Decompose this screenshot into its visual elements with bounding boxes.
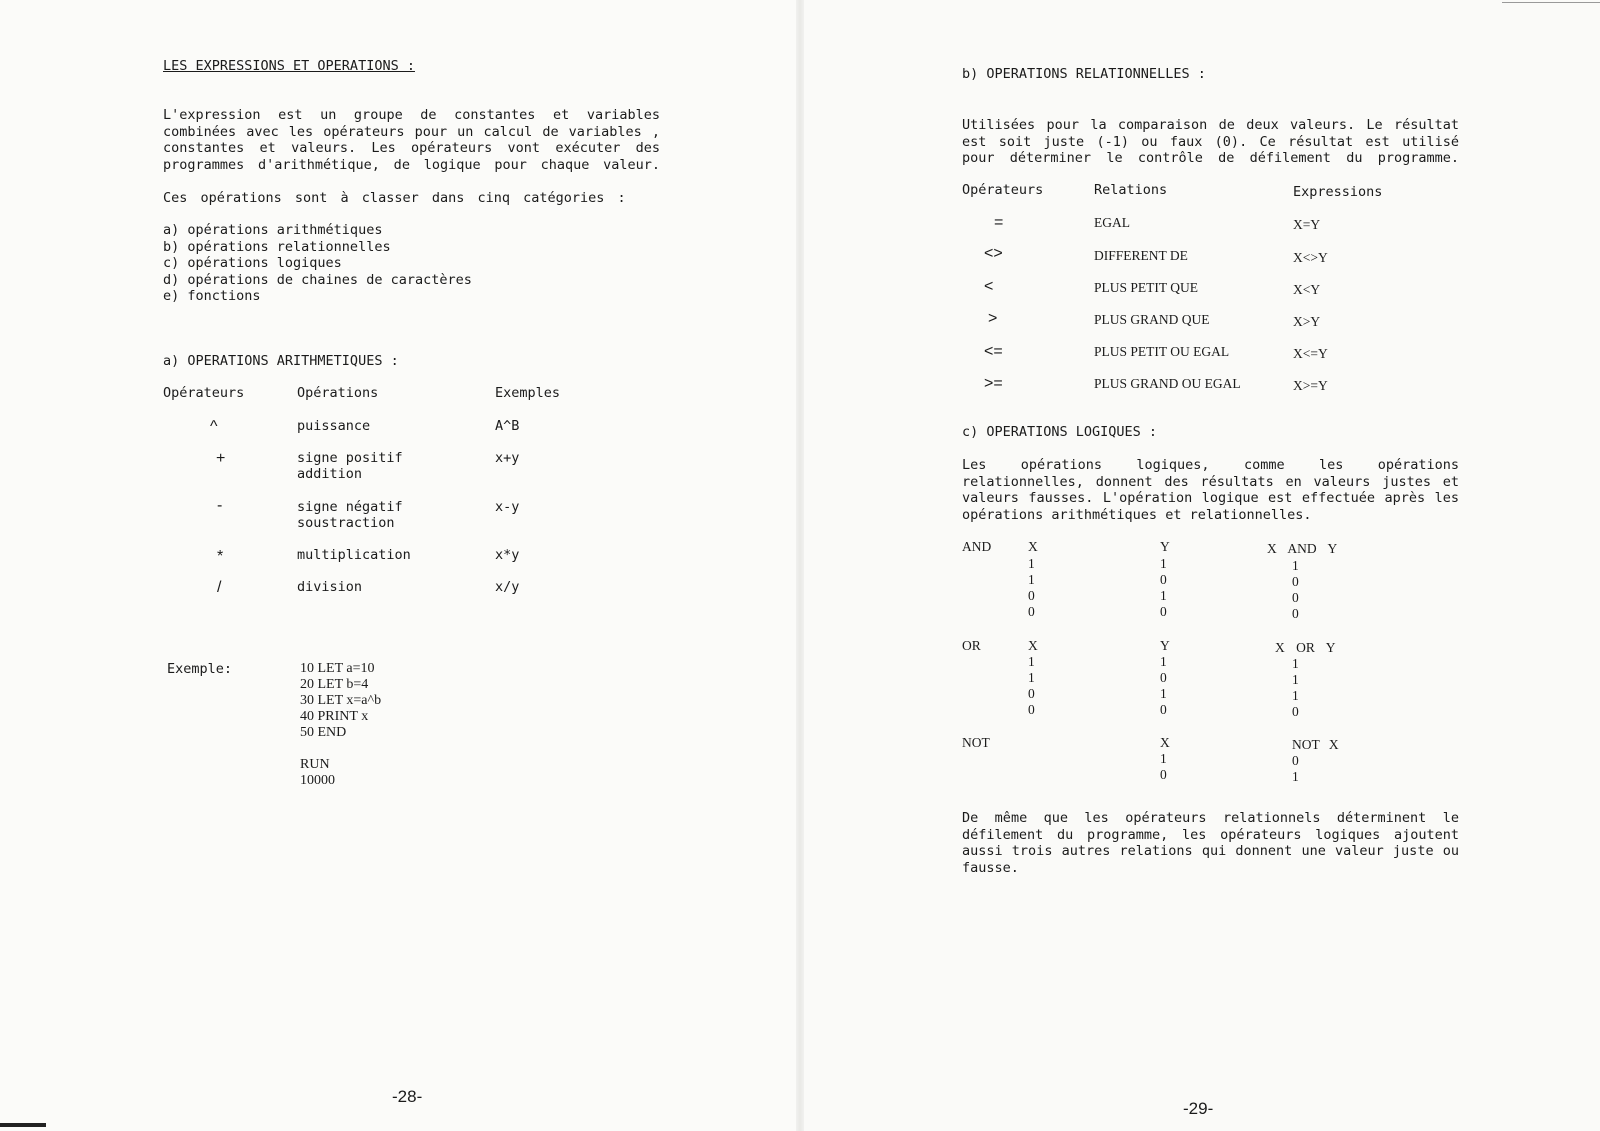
rel-expression: X<>Y: [1293, 250, 1328, 265]
code-line: 10 LET a=10: [300, 661, 375, 676]
arith-operation: soustraction: [297, 515, 395, 531]
rel-intro-line: pour déterminer le contrôle de défilement du programme.: [962, 150, 1459, 166]
list-item: c) opérations logiques: [163, 255, 342, 271]
arith-example: A^B: [495, 418, 520, 434]
truth-value: 1: [1292, 688, 1299, 703]
logic-intro-line: opérations arithmétiques et relationnelles.: [962, 506, 1312, 523]
arith-operator: ^: [210, 418, 218, 435]
arith-operator: -: [217, 497, 223, 514]
scan-mark: [1502, 2, 1600, 3]
closing-line: De même que les opérateurs relationnels déterminent le: [962, 810, 1459, 826]
or-y-header: Y: [1160, 638, 1170, 653]
list-item: e) fonctions: [163, 288, 261, 304]
truth-value: 0: [1292, 753, 1299, 768]
intro-paragraph: [163, 107, 660, 173]
rel-expression: X=Y: [1293, 217, 1321, 232]
logic-heading: c) OPERATIONS LOGIQUES :: [962, 424, 1158, 440]
arith-example: x-y: [495, 499, 520, 515]
arith-example: x*y: [495, 547, 520, 563]
truth-value: 0: [1292, 704, 1299, 719]
rel-relation: PLUS GRAND QUE: [1094, 312, 1210, 327]
rel-header-relations: Relations: [1094, 182, 1168, 198]
arith-header-examples: Exemples: [495, 385, 561, 401]
and-result-header: X AND Y: [1267, 541, 1338, 556]
rel-relation: EGAL: [1094, 215, 1130, 230]
example-label: Exemple:: [167, 661, 233, 677]
book-gutter: [796, 0, 804, 1131]
truth-value: 1: [1292, 672, 1299, 687]
truth-value: 1: [1028, 670, 1035, 685]
logic-intro-line: relationnelles, donnent des résultats en valeurs justes et: [962, 473, 1459, 490]
truth-value: 1: [1160, 556, 1167, 571]
arith-example: x+y: [495, 450, 520, 466]
arith-operation: puissance: [297, 418, 371, 434]
truth-value: 0: [1160, 604, 1167, 619]
rel-intro-line: est soit juste (-1) ou faux (0). Ce résultat est utilisé: [962, 133, 1459, 150]
rel-operator: <=: [984, 343, 1003, 360]
truth-value: 0: [1292, 574, 1299, 589]
truth-value: 1: [1160, 686, 1167, 701]
code-line: 40 PRINT x: [300, 709, 369, 724]
closing-line: fausse.: [962, 859, 1019, 876]
truth-value: 0: [1028, 686, 1035, 701]
rel-header-operators: Opérateurs: [962, 182, 1044, 198]
rel-expression: X<Y: [1293, 282, 1321, 297]
rel-operator: =: [994, 214, 1004, 231]
and-x-header: X: [1028, 539, 1038, 554]
closing-line: aussi trois autres relations qui donnent une valeur juste ou: [962, 843, 1459, 859]
rel-operator: >=: [984, 375, 1003, 392]
run-label: RUN: [300, 757, 330, 772]
rel-heading: b) OPERATIONS RELATIONNELLES :: [962, 66, 1206, 82]
and-label: AND: [962, 539, 992, 554]
truth-value: 1: [1028, 556, 1035, 571]
or-x-header: X: [1028, 638, 1038, 653]
list-item: a) opérations arithmétiques: [163, 222, 383, 238]
code-line: 30 LET x=a^b: [300, 693, 382, 708]
arith-operation: signe positif: [297, 450, 403, 466]
not-result-header: NOT X: [1292, 737, 1339, 752]
rel-intro-paragraph: [962, 117, 1459, 167]
arith-example: x/y: [495, 579, 520, 595]
truth-value: 0: [1028, 588, 1035, 603]
truth-value: 1: [1292, 558, 1299, 573]
list-item: b) opérations relationnelles: [163, 238, 391, 255]
categories-list: [163, 222, 472, 305]
rel-relation: PLUS PETIT QUE: [1094, 280, 1199, 295]
logic-intro-paragraph: [962, 457, 1459, 523]
closing-line: défilement du programme, les opérateurs logiques ajoutent: [962, 826, 1459, 843]
truth-value: 0: [1028, 702, 1035, 717]
rel-operator: <>: [984, 245, 1003, 262]
rel-expression: X>=Y: [1293, 378, 1328, 393]
truth-value: 0: [1160, 572, 1167, 587]
page-number: -29-: [1183, 1099, 1214, 1118]
and-y-header: Y: [1160, 539, 1170, 554]
arith-operation: multiplication: [297, 547, 411, 563]
or-result-header: X OR Y: [1275, 640, 1336, 655]
truth-value: 0: [1292, 590, 1299, 605]
categories-intro: [163, 190, 653, 207]
categories-intro-line: Ces opérations sont à classer dans cinq catégories :: [163, 190, 626, 206]
list-item: d) opérations de chaines de caractères: [163, 271, 472, 288]
logic-intro-line: Les opérations logiques, comme les opérations: [962, 457, 1459, 473]
arith-header-operators: Opérateurs: [163, 385, 245, 401]
arith-operation: signe négatif: [297, 499, 403, 515]
scan-mark: [0, 1123, 46, 1127]
page-title: LES EXPRESSIONS ET OPERATIONS :: [163, 58, 415, 74]
rel-expression: X<=Y: [1293, 346, 1328, 361]
intro-line: combinées avec les opérateurs pour un calcul de variables ,: [163, 123, 660, 140]
rel-relation: PLUS PETIT OU EGAL: [1094, 344, 1230, 359]
rel-expression: X>Y: [1293, 314, 1321, 329]
truth-value: 1: [1292, 769, 1299, 784]
truth-value: 0: [1292, 606, 1299, 621]
intro-line: L'expression est un groupe de constantes et variables: [163, 107, 660, 123]
rel-intro-line: Utilisées pour la comparaison de deux valeurs. Le résultat: [962, 117, 1459, 133]
code-line: 20 LET b=4: [300, 677, 369, 692]
arith-heading: a) OPERATIONS ARITHMETIQUES :: [163, 353, 399, 369]
right-page: [800, 0, 1600, 1131]
logic-intro-line: valeurs fausses. L'opération logique est effectuée après les: [962, 490, 1459, 506]
arith-header-operations: Opérations: [297, 385, 379, 401]
not-label: NOT: [962, 735, 990, 750]
rel-header-expressions: Expressions: [1293, 184, 1383, 200]
truth-value: 1: [1292, 656, 1299, 671]
or-label: OR: [962, 638, 981, 653]
truth-value: 1: [1028, 572, 1035, 587]
intro-line: programmes d'arithmétique, de logique pour chaque valeur.: [163, 156, 660, 173]
truth-value: 0: [1028, 604, 1035, 619]
code-line: 50 END: [300, 725, 347, 740]
arith-operation: addition: [297, 466, 363, 482]
rel-operator: >: [988, 310, 998, 327]
arith-operator: /: [217, 579, 222, 596]
truth-value: 1: [1160, 654, 1167, 669]
arith-operator: +: [216, 450, 226, 467]
closing-paragraph: [962, 810, 1459, 876]
arith-operator: *: [217, 548, 224, 565]
arith-operation: division: [297, 579, 363, 595]
run-output: 10000: [300, 773, 335, 788]
intro-line: constantes et valeurs. Les opérateurs vont exécuter des: [163, 140, 660, 156]
truth-value: 1: [1160, 588, 1167, 603]
not-x-header: X: [1160, 735, 1170, 750]
rel-relation: PLUS GRAND OU EGAL: [1094, 376, 1241, 391]
truth-value: 1: [1028, 654, 1035, 669]
truth-value: 0: [1160, 767, 1167, 782]
rel-operator: <: [984, 278, 994, 295]
truth-value: 0: [1160, 702, 1167, 717]
truth-value: 1: [1160, 751, 1167, 766]
rel-relation: DIFFERENT DE: [1094, 248, 1188, 263]
page-number: -28-: [392, 1087, 423, 1106]
truth-value: 0: [1160, 670, 1167, 685]
